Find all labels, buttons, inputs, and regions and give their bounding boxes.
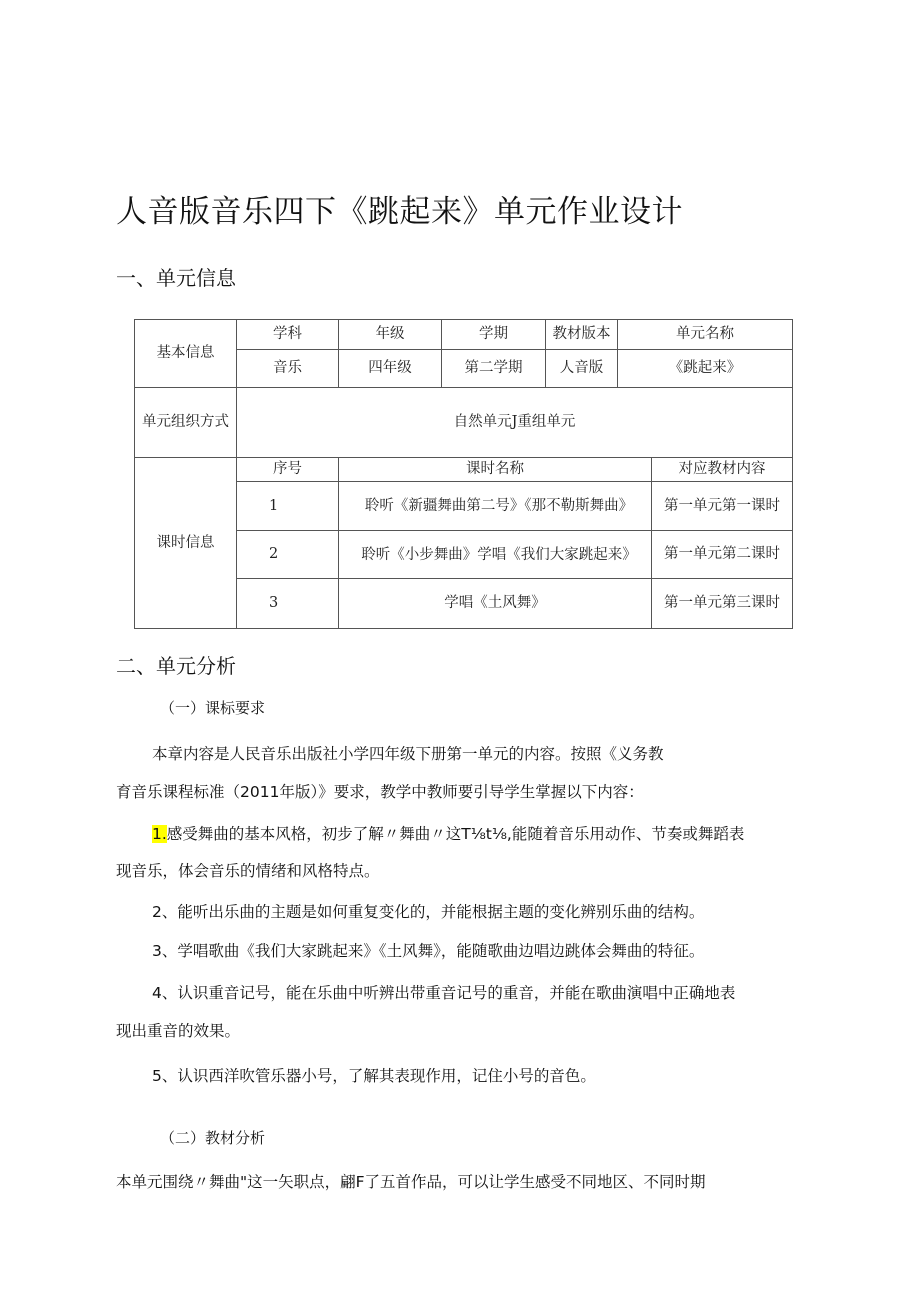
lesson-header-no: 序号	[237, 458, 339, 482]
document-title: 人音版音乐四下《跳起来》单元作业设计	[116, 194, 683, 230]
lesson-no: 3	[237, 579, 339, 629]
lesson-content: 第一单元第二课时	[652, 531, 793, 579]
unit-info-table	[134, 319, 793, 629]
value-unit-name: 《跳起来》	[618, 350, 793, 388]
lesson-no: 1	[237, 482, 339, 531]
header-semester: 学期	[442, 320, 546, 350]
value-grade: 四年级	[339, 350, 442, 388]
lesson-header-content: 对应教材内容	[652, 458, 793, 482]
org-method-label: 单元组织方式	[135, 388, 237, 458]
subheading-textbook-analysis: （二）教材分析	[160, 1129, 266, 1147]
org-method-value: 自然单元J重组单元	[237, 388, 793, 458]
basic-info-label: 基本信息	[135, 320, 237, 388]
paragraph-line: 育音乐课程标准（2011年版）》要求，教学中教师要引导学生掌握以下内容：	[116, 783, 644, 801]
section-heading-unit-analysis: 二、单元分析	[116, 654, 236, 678]
paragraph-line: 本单元围绕〃舞曲"这一矢职点，翩F了五首作品，可以让学生感受不同地区、不同时期	[116, 1173, 706, 1191]
lesson-name: 聆听《小步舞曲》学唱《我们大家跳起来》	[339, 531, 652, 579]
lesson-no: 2	[237, 531, 339, 579]
lesson-header-name: 课时名称	[339, 458, 652, 482]
list-item-5: 5、认识西洋吹管乐器小号，了解其表现作用，记住小号的音色。	[152, 1067, 596, 1085]
header-unit-name: 单元名称	[618, 320, 793, 350]
value-subject: 音乐	[237, 350, 339, 388]
value-textbook-edition: 人音版	[546, 350, 618, 388]
subheading-curriculum-requirements: （一）课标要求	[160, 699, 266, 717]
lesson-content: 第一单元第一课时	[652, 482, 793, 531]
lesson-name: 聆听《新疆舞曲第二号》《那不勒斯舞曲》	[339, 482, 652, 531]
lesson-name: 学唱《土风舞》	[339, 579, 652, 629]
list-item-4-continued: 现出重音的效果。	[116, 1022, 241, 1040]
list-item-3: 3、学唱歌曲《我们大家跳起来》《土风舞》，能随歌曲边唱边跳体会舞曲的特征。	[152, 942, 705, 960]
list-item-1	[152, 822, 744, 844]
highlighted-number: 1.	[152, 825, 167, 843]
section-heading-unit-info: 一、单元信息	[116, 266, 236, 290]
list-item-2: 2、能听出乐曲的主题是如何重复变化的，并能根据主题的变化辨别乐曲的结构。	[152, 903, 705, 921]
header-textbook-edition: 教材版本	[546, 320, 618, 350]
header-grade: 年级	[339, 320, 442, 350]
paragraph-line: 本章内容是人民音乐出版社小学四年级下册第一单元的内容。按照《义务教	[152, 745, 664, 763]
value-semester: 第二学期	[442, 350, 546, 388]
header-subject: 学科	[237, 320, 339, 350]
lesson-content: 第一单元第三课时	[652, 579, 793, 629]
list-item-1-continued: 现音乐，体会音乐的情绪和风格特点。	[116, 862, 380, 880]
list-item-4: 4、认识重音记号，能在乐曲中听辨出带重音记号的重音，并能在歌曲演唱中正确地表	[152, 984, 736, 1002]
list-item-text: 感受舞曲的基本风格，初步了解〃舞曲〃这T⅛t⅛,能随着音乐用动作、节奏或舞蹈表	[166, 825, 745, 843]
lesson-info-label: 课时信息	[135, 458, 237, 629]
